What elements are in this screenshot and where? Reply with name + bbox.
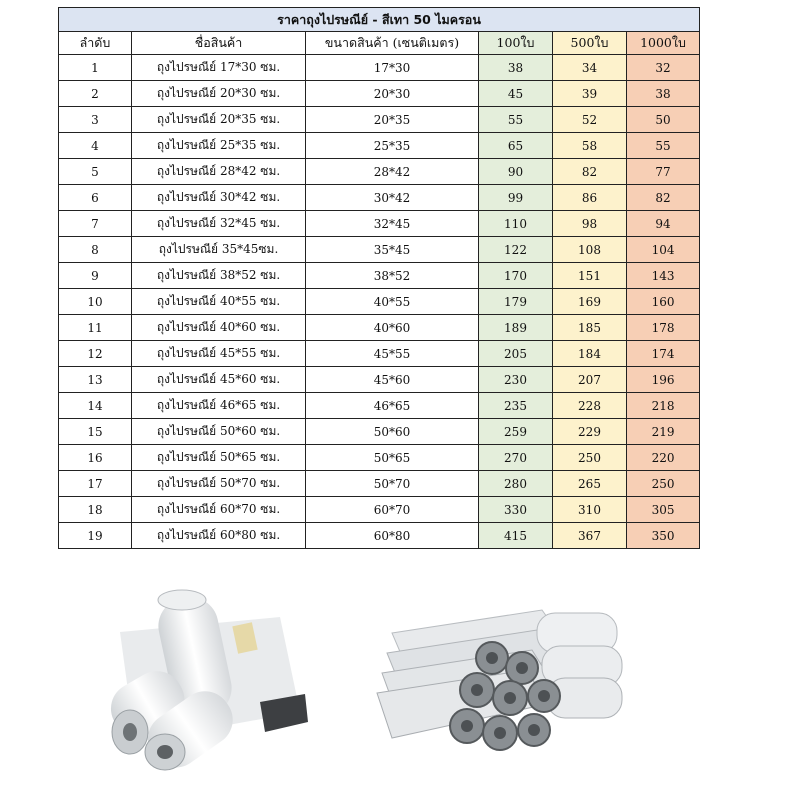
row-index: 14 [59, 393, 132, 419]
row-index: 15 [59, 419, 132, 445]
product-size: 60*80 [306, 523, 479, 549]
header-index: ลำดับ [59, 32, 132, 55]
price-500: 52 [553, 107, 627, 133]
price-500: 367 [553, 523, 627, 549]
table-row [59, 393, 700, 419]
price-1000: 305 [627, 497, 700, 523]
product-name: ถุงไปรษณีย์ 20*30 ซม. [132, 81, 306, 107]
product-size: 50*65 [306, 445, 479, 471]
price-500: 310 [553, 497, 627, 523]
price-500: 82 [553, 159, 627, 185]
product-size: 45*55 [306, 341, 479, 367]
row-index: 5 [59, 159, 132, 185]
table-row [59, 367, 700, 393]
row-index: 4 [59, 133, 132, 159]
price-500: 39 [553, 81, 627, 107]
product-size: 30*42 [306, 185, 479, 211]
product-name: ถุงไปรษณีย์ 46*65 ซม. [132, 393, 306, 419]
product-size: 50*70 [306, 471, 479, 497]
product-name: ถุงไปรษณีย์ 28*42 ซม. [132, 159, 306, 185]
product-name: ถุงไปรษณีย์ 38*52 ซม. [132, 263, 306, 289]
table-row [59, 471, 700, 497]
price-100: 189 [479, 315, 553, 341]
price-1000: 220 [627, 445, 700, 471]
price-500: 98 [553, 211, 627, 237]
row-index: 13 [59, 367, 132, 393]
price-1000: 32 [627, 55, 700, 81]
product-size: 25*35 [306, 133, 479, 159]
product-name: ถุงไปรษณีย์ 50*60 ซม. [132, 419, 306, 445]
price-100: 122 [479, 237, 553, 263]
table-row [59, 133, 700, 159]
table-row [59, 263, 700, 289]
price-500: 250 [553, 445, 627, 471]
product-name: ถุงไปรษณีย์ 30*42 ซม. [132, 185, 306, 211]
price-1000: 178 [627, 315, 700, 341]
product-name: ถุงไปรษณีย์ 32*45 ซม. [132, 211, 306, 237]
mailer-bags-stack-photo [372, 598, 630, 768]
product-name: ถุงไปรษณีย์ 40*55 ซม. [132, 289, 306, 315]
mailer-bags-rolls-photo [110, 582, 310, 772]
table-row [59, 497, 700, 523]
price-1000: 94 [627, 211, 700, 237]
product-size: 32*45 [306, 211, 479, 237]
price-1000: 55 [627, 133, 700, 159]
price-100: 205 [479, 341, 553, 367]
row-index: 10 [59, 289, 132, 315]
row-index: 16 [59, 445, 132, 471]
product-size: 50*60 [306, 419, 479, 445]
price-100: 330 [479, 497, 553, 523]
row-index: 6 [59, 185, 132, 211]
row-index: 2 [59, 81, 132, 107]
header-name: ชื่อสินค้า [132, 32, 306, 55]
price-1000: 160 [627, 289, 700, 315]
row-index: 18 [59, 497, 132, 523]
price-100: 179 [479, 289, 553, 315]
price-500: 58 [553, 133, 627, 159]
price-100: 99 [479, 185, 553, 211]
row-index: 3 [59, 107, 132, 133]
table-row [59, 445, 700, 471]
table-row [59, 81, 700, 107]
price-1000: 82 [627, 185, 700, 211]
product-size: 20*30 [306, 81, 479, 107]
product-name: ถุงไปรษณีย์ 60*80 ซม. [132, 523, 306, 549]
product-name: ถุงไปรษณีย์ 25*35 ซม. [132, 133, 306, 159]
table-row [59, 55, 700, 81]
row-index: 1 [59, 55, 132, 81]
product-name: ถุงไปรษณีย์ 45*60 ซม. [132, 367, 306, 393]
product-name: ถุงไปรษณีย์ 17*30 ซม. [132, 55, 306, 81]
row-index: 17 [59, 471, 132, 497]
product-name: ถุงไปรษณีย์ 45*55 ซม. [132, 341, 306, 367]
header-price-500: 500ใบ [553, 32, 627, 55]
product-size: 40*55 [306, 289, 479, 315]
price-500: 86 [553, 185, 627, 211]
price-1000: 196 [627, 367, 700, 393]
price-100: 110 [479, 211, 553, 237]
price-100: 270 [479, 445, 553, 471]
price-100: 45 [479, 81, 553, 107]
product-size: 17*30 [306, 55, 479, 81]
product-size: 60*70 [306, 497, 479, 523]
table-row [59, 185, 700, 211]
row-index: 7 [59, 211, 132, 237]
product-size: 35*45 [306, 237, 479, 263]
price-500: 185 [553, 315, 627, 341]
table-row [59, 315, 700, 341]
price-500: 34 [553, 55, 627, 81]
price-500: 265 [553, 471, 627, 497]
price-100: 235 [479, 393, 553, 419]
table-row [59, 159, 700, 185]
table-row [59, 341, 700, 367]
price-500: 229 [553, 419, 627, 445]
price-100: 259 [479, 419, 553, 445]
table-row [59, 237, 700, 263]
price-1000: 38 [627, 81, 700, 107]
price-100: 230 [479, 367, 553, 393]
price-100: 38 [479, 55, 553, 81]
product-size: 28*42 [306, 159, 479, 185]
price-100: 65 [479, 133, 553, 159]
table-row [59, 289, 700, 315]
row-index: 9 [59, 263, 132, 289]
price-100: 415 [479, 523, 553, 549]
row-index: 12 [59, 341, 132, 367]
price-1000: 50 [627, 107, 700, 133]
header-price-1000: 1000ใบ [627, 32, 700, 55]
product-size: 20*35 [306, 107, 479, 133]
row-index: 11 [59, 315, 132, 341]
price-100: 170 [479, 263, 553, 289]
table-row [59, 523, 700, 549]
table-row [59, 419, 700, 445]
price-table [58, 7, 700, 549]
row-index: 8 [59, 237, 132, 263]
price-100: 90 [479, 159, 553, 185]
price-500: 228 [553, 393, 627, 419]
price-500: 207 [553, 367, 627, 393]
price-500: 169 [553, 289, 627, 315]
price-100: 280 [479, 471, 553, 497]
table-row [59, 107, 700, 133]
product-size: 46*65 [306, 393, 479, 419]
price-1000: 77 [627, 159, 700, 185]
price-1000: 219 [627, 419, 700, 445]
price-1000: 250 [627, 471, 700, 497]
product-name: ถุงไปรษณีย์ 60*70 ซม. [132, 497, 306, 523]
price-500: 184 [553, 341, 627, 367]
product-size: 40*60 [306, 315, 479, 341]
header-price-100: 100ใบ [479, 32, 553, 55]
price-1000: 104 [627, 237, 700, 263]
price-500: 108 [553, 237, 627, 263]
product-name: ถุงไปรษณีย์ 50*65 ซม. [132, 445, 306, 471]
price-1000: 143 [627, 263, 700, 289]
product-size: 38*52 [306, 263, 479, 289]
header-size: ขนาดสินค้า (เซนติเมตร) [306, 32, 479, 55]
price-100: 55 [479, 107, 553, 133]
row-index: 19 [59, 523, 132, 549]
product-name: ถุงไปรษณีย์ 20*35 ซม. [132, 107, 306, 133]
product-name: ถุงไปรษณีย์ 35*45ซม. [132, 237, 306, 263]
table-title: ราคาถุงไปรษณีย์ - สีเทา 50 ไมครอน [59, 8, 700, 32]
product-name: ถุงไปรษณีย์ 40*60 ซม. [132, 315, 306, 341]
price-1000: 174 [627, 341, 700, 367]
price-500: 151 [553, 263, 627, 289]
table-row [59, 211, 700, 237]
price-1000: 218 [627, 393, 700, 419]
price-1000: 350 [627, 523, 700, 549]
product-size: 45*60 [306, 367, 479, 393]
product-name: ถุงไปรษณีย์ 50*70 ซม. [132, 471, 306, 497]
